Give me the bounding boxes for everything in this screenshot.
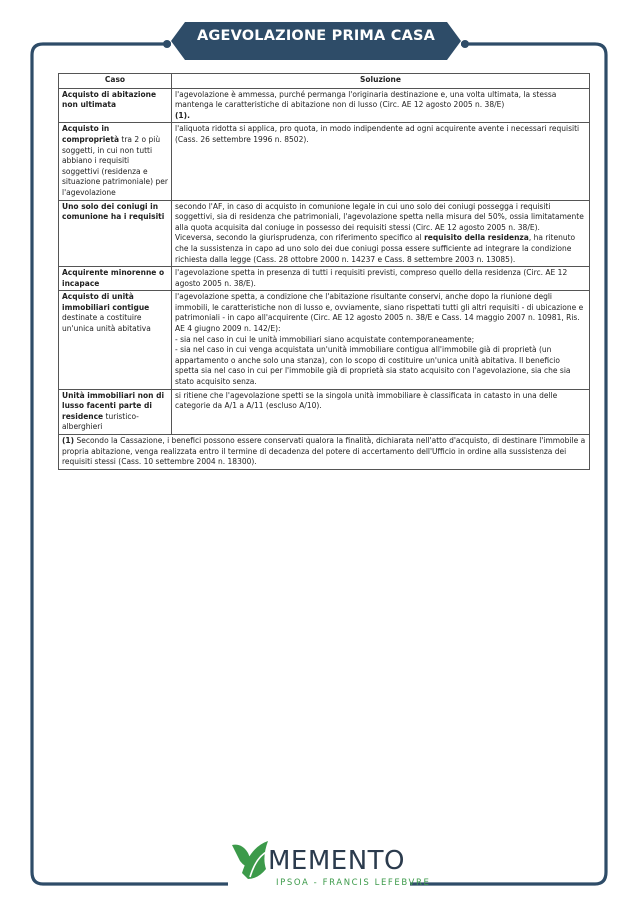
- caso-detail: destinate a costituire un'unica unità abitativa: [62, 313, 151, 334]
- caso-detail: turistico-alberghieri: [62, 411, 139, 432]
- caso-cell: [59, 291, 172, 389]
- table-row: [59, 267, 590, 291]
- soluzione-text: Viceversa, secondo la giurisprudenza, con riferimento specifico al: [175, 233, 425, 243]
- caso-cell: [59, 389, 172, 434]
- casi-table: [58, 73, 590, 470]
- table-header-row: [59, 74, 590, 89]
- soluzione-cell: [172, 267, 590, 291]
- caso-title: Acquisto in comproprietà: [62, 124, 120, 144]
- soluzione-text: l'agevolazione spetta in presenza di tutti i requisiti previsti, compreso quello della residenza (Circ. AE 12 agosto 2005 n. 38/E).: [175, 268, 568, 288]
- table-row: [59, 123, 590, 200]
- publisher-name: IPSOA - FRANCIS LEFEBVRE: [276, 878, 431, 888]
- soluzione-bullet: - sia nel caso in cui venga acquistata un'unità immobiliare contigua all'immobile già di proprietà (un appartamento o anche solo una stanza), con lo scopo di costituire un'unica unità abitativa. Il beneficio spetta sia nel caso in cui per l'immobile già di proprietà sia stato acquisito con l'agevolazione, sia che sia stato acquisito senza.: [175, 345, 571, 387]
- caso-title: Unità immobiliari non di lusso facenti parte di residence: [62, 390, 165, 421]
- footnote-mark: (1): [62, 436, 75, 445]
- soluzione-emphasis: requisito della residenza: [424, 233, 529, 243]
- header-caso: Caso: [59, 74, 172, 89]
- footnote-row: [59, 435, 590, 470]
- footnote-cell: [59, 435, 590, 470]
- footnote-ref: (1).: [175, 110, 190, 120]
- table-row: [59, 291, 590, 389]
- soluzione-cell: [172, 389, 590, 434]
- soluzione-cell: [172, 200, 590, 267]
- table-row: [59, 389, 590, 434]
- soluzione-text: l'agevolazione è ammessa, purché permanga l'originaria destinazione e, una volta ultimata, la stessa mantenga le caratteristiche di abitazione non di lusso (Circ. AE 12 agosto 2005 n. 38/E): [175, 89, 557, 110]
- header-soluzione: Soluzione: [172, 74, 590, 89]
- caso-cell: [59, 88, 172, 123]
- caso-detail: tra 2 o più soggetti, in cui non tutti abbiano i requisiti soggettivi (residenza e situazione patrimoniale) per l'agevolazione: [62, 134, 168, 197]
- table-row: [59, 200, 590, 267]
- caso-title: Acquisto di unità immobiliari contigue: [62, 292, 150, 312]
- caso-cell: [59, 200, 172, 267]
- soluzione-text: l'aliquota ridotta si applica, pro quota, in modo indipendente ad ogni acquirente avente i necessari requisiti (Cass. 26 settembre 1996 n. 8502).: [175, 124, 580, 144]
- soluzione-bullet: - sia nel caso in cui le unità immobiliari siano acquistate contemporaneamente;: [175, 334, 475, 344]
- soluzione-cell: [172, 123, 590, 200]
- caso-cell: [59, 123, 172, 200]
- soluzione-text: secondo l'AF, in caso di acquisto in comunione legale in cui uno solo dei coniugi possegga i requisiti soggettivi, sia di residenza che patrimoniali, l'agevolazione spetta nella misura del 50%, ossia limitatamente alla quota acquisita dal coniuge in possesso dei requisiti stessi (Circ. AE 12 agosto 2005 n. 38/E).: [175, 201, 584, 232]
- page-title: AGEVOLAZIONE PRIMA CASA: [196, 28, 436, 44]
- soluzione-cell: [172, 88, 590, 123]
- caso-title: Uno solo dei coniugi in comunione ha i requisiti: [62, 201, 165, 222]
- brand-name: MEMENTO: [268, 846, 406, 876]
- soluzione-text: si ritiene che l'agevolazione spetti se la singola unità immobiliare è classificata in catasto in una delle categorie da A/1 a A/11 (escluso A/10).: [175, 390, 558, 411]
- caso-title: Acquisto di abitazione non ultimata: [62, 89, 157, 110]
- caso-cell: [59, 267, 172, 291]
- footnote-text: Secondo la Cassazione, i benefici possono essere conservati qualora la finalità, dichiarata nell'atto d'acquisto, di destinare l'immobile a propria abitazione, venga realizzata entro il termine di decadenza del potere di accertamento dell'Ufficio in ordine alla sussistenza dei requisiti stessi (Cass. 10 settembre 2004 n. 18300).: [62, 436, 586, 467]
- soluzione-cell: [172, 291, 590, 389]
- caso-title: Acquirente minorenne o incapace: [62, 268, 165, 288]
- soluzione-text: , ha ritenuto che la sussistenza in capo ad uno solo dei due coniugi possa essere sufficiente ad integrare la condizione richiesta dalla legge (Cass. 28 ottobre 2000 n. 14237 e Cass. 8 settembre 2003 n. 13085).: [175, 233, 576, 264]
- soluzione-text: l'agevolazione spetta, a condizione che l'abitazione risultante conservi, anche dopo la riunione degli immobili, le caratteristiche non di lusso e, ovviamente, siano rispettati tutti gli altri requisiti - di ubicazione e patrimoniali - in capo all'acquirente (Circ. AE 12 agosto 2005 n. 38/E e Cass. 14 maggio 2007 n. 10981, Ris. AE 4 giugno 2009 n. 142/E):: [175, 292, 584, 334]
- table-row: [59, 88, 590, 123]
